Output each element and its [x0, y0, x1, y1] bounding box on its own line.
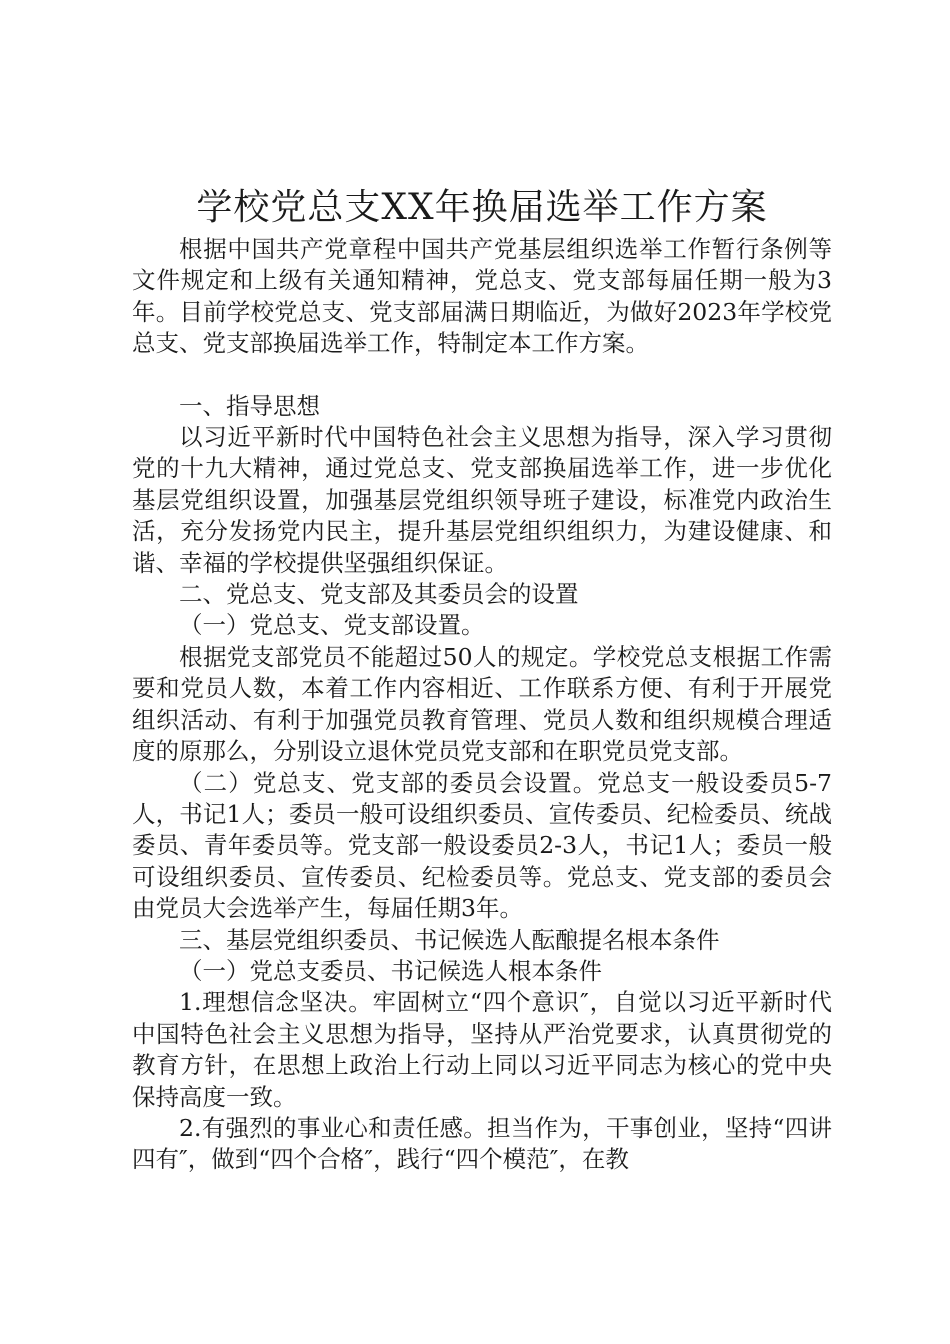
subheading-branch-setup: （一）党总支、党支部设置。: [179, 611, 485, 640]
section-heading-candidate-conditions: 三、基层党组织委员、书记候选人酝酿提名根本条件: [179, 925, 720, 954]
section-heading-guiding-thought: 一、指导思想: [179, 391, 320, 420]
condition-2-paragraph: 2.有强烈的事业心和责任感。担当作为，干事创业，坚持“四讲四有″，做到“四个合格″，践行“四个模范″，在教: [132, 1113, 832, 1174]
intro-paragraph: 根据中国共产党章程中国共产党基层组织选举工作暂行条例等文件规定和上级有关通知精神，党总支、党支部每届任期一般为3年。目前学校党总支、党支部届满日期临近，为做好2023年学校党总支、党支部换届选举工作，特制定本工作方案。: [132, 235, 832, 358]
section-heading-setup: 二、党总支、党支部及其委员会的设置: [179, 580, 579, 609]
document-title: 学校党总支XX年换届选举工作方案: [196, 187, 768, 228]
branch-setup-paragraph: 根据党支部党员不能超过50人的规定。学校党总支根据工作需要和党员人数，本着工作内容相近、工作联系方便、有利于开展党组织活动、有利于加强党员教育管理、党员人数和组织规模合理适度的原那么，分别设立退休党员党支部和在职党员党支部。: [132, 642, 832, 766]
paragraph-gap: [132, 360, 832, 391]
guiding-thought-paragraph: 以习近平新时代中国特色社会主义思想为指导，深入学习贯彻党的十九大精神，通过党总支、党支部换届选举工作，进一步优化基层党组织设置，加强基层党组织领导班子建设，标准党内政治生活，充分发扬党内民主，提升基层党组织组织力，为建设健康、和谐、幸福的学校提供坚强组织保证。: [132, 423, 832, 577]
condition-1-paragraph: 1.理想信念坚决。牢固树立“四个意识″，自觉以习近平新时代中国特色社会主义思想为指导，坚持从严治党要求，认真贯彻党的教育方针，在思想上政治上行动上同以习近平同志为核心的党中央保持高度一致。: [132, 988, 832, 1111]
committee-setup-paragraph: （二）党总支、党支部的委员会设置。党总支一般设委员5-7人，书记1人；委员一般可设组织委员、宣传委员、纪检委员、统战委员、青年委员等。党支部一般设委员2-3人，书记1人；委员一般可设组织委员、宣传委员、纪检委员等。党总支、党支部的委员会由党员大会选举产生，每届任期3年。: [132, 768, 832, 923]
document-page: [132, 186, 832, 1176]
subheading-candidate-conditions: （一）党总支委员、书记候选人根本条件: [179, 956, 602, 985]
